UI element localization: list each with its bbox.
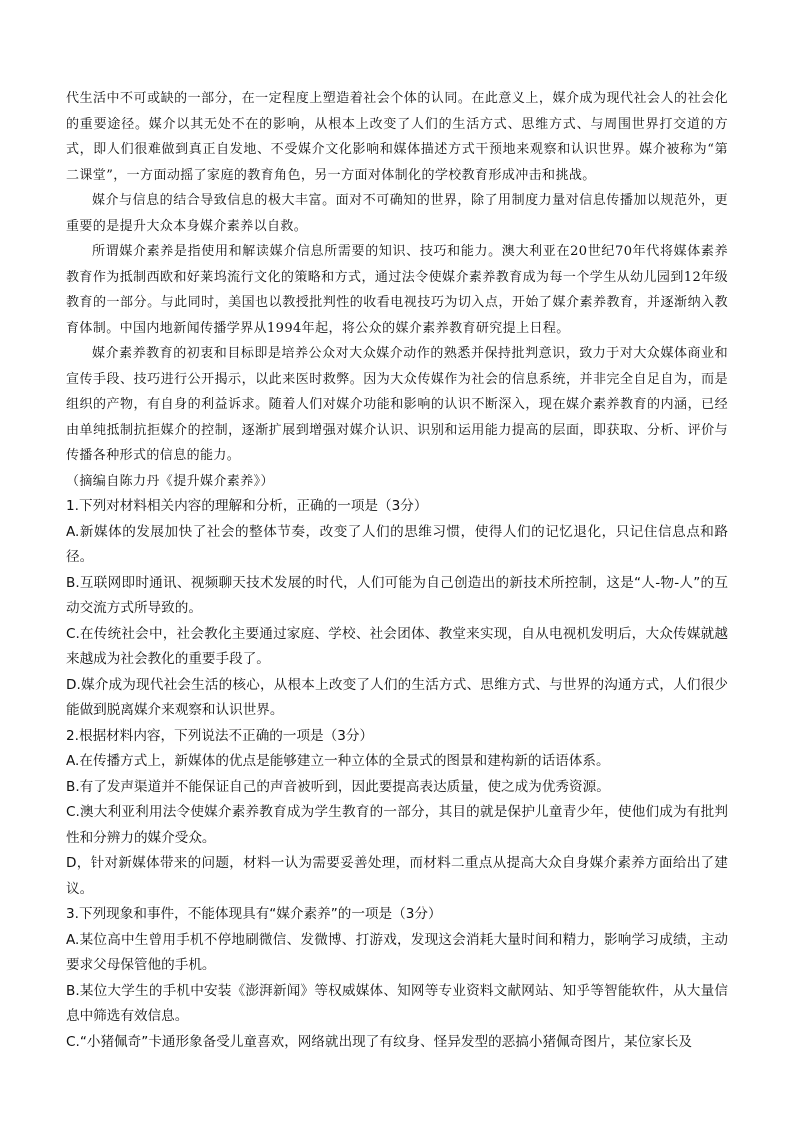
question-1: [66, 494, 728, 724]
question-3: [66, 902, 728, 1055]
question-option-a: A.在传播方式上，新媒体的优点是能够建立一种立体的全景式的图景和建构新的话语体系。: [66, 753, 610, 769]
passage-source: （摘编自陈力丹《提升媒介素养》）: [66, 473, 274, 489]
passage-paragraph: 媒介与信息的结合导致信息的极大丰富。面对不可确知的世界，除了用制度力量对信息传播加以规范外，更重要的是提升大众本身媒介素养以自救。: [66, 193, 728, 234]
question-option-b: B.互联网即时通讯、视频聊天技术发展的时代，人们可能为自己创造出的新技术所控制，这是“人-物-人”的互动交流方式所导致的。: [66, 574, 728, 616]
question-option-a: A.某位高中生曾用手机不停地刷微信、发微博、打游戏，发现这会消耗大量时间和精力，影响学习成绩，主动要求父母保管他的手机。: [66, 931, 728, 973]
question-option-b: B.某位大学生的手机中安装《澎湃新闻》等权威媒体、知网等专业资料文献网站、知乎等智能软件，从大量信息中筛选有效信息。: [66, 982, 728, 1024]
question-option-d: D.媒介成为现代社会生活的核心，从根本上改变了人们的生活方式、思维方式、与世界的沟通方式，人们很少能做到脱离媒介来观察和认识世界。: [66, 676, 728, 718]
reading-passage: [66, 86, 728, 494]
question-stem: 3.下列现象和事件，不能体现具有“媒介素养”的一项是（3分）: [66, 906, 442, 922]
question-list: [66, 494, 728, 1055]
question-option-c: C.在传统社会中，社会教化主要通过家庭、学校、社会团体、教堂来实现，自从电视机发明后，大众传媒就越来越成为社会教化的重要手段了。: [66, 625, 728, 667]
question-option-c: C.澳大利亚利用法令使媒介素养教育成为学生教育的一部分，其目的就是保护儿童青少年，使他们成为有批判性和分辨力的媒介受众。: [66, 804, 728, 846]
question-option-a: A.新媒体的发展加快了社会的整体节奏，改变了人们的思维习惯，使得人们的记忆退化，只记住信息点和路径。: [66, 523, 728, 565]
passage-paragraph: 代生活中不可或缺的一部分，在一定程度上塑造着社会个体的认同。在此意义上，媒介成为现代社会人的社会化的重要途径。媒介以其无处不在的影响，从根本上改变了人们的生活方式、思维方式、与周围世界打交道的方式，即人们很难做到真正自发地、不受媒介文化影响和媒体描述方式干预地来观察和认识世界。媒介被称为“第二课堂”，一方面动摇了家庭的教育角色，另一方面对体制化的学校教育形成冲击和挑战。: [66, 91, 728, 183]
question-option-c: C.“小猪佩奇”卡通形象备受儿童喜欢，网络就出现了有纹身、怪异发型的恶搞小猪佩奇图片，某位家长及: [66, 1033, 693, 1050]
question-option-b: B.有了发声渠道并不能保证自己的声音被听到，因此要提高表达质量，使之成为优秀资源。: [66, 778, 610, 795]
question-2: [66, 724, 728, 903]
passage-paragraph: 媒介素养教育的初衷和目标即是培养公众对大众媒介动作的熟悉并保持批判意识，致力于对大众媒体商业和宣传手段、技巧进行公开揭示，以此来医时救弊。因为大众传媒作为社会的信息系统，并非完全自足自为，而是组织的产物，有自身的利益诉求。随着人们对媒介功能和影响的认识不断深入，现在媒介素养教育的内涵，已经由单纯抵制抗拒媒介的控制，逐渐扩展到增强对媒介认识、识别和运用能力提高的层面，即获取、分析、评价与传播各种形式的信息的能力。: [66, 346, 728, 463]
question-option-d: D，针对新媒体带来的问题，材料一认为需要妥善处理，而材料二重点从提高大众自身媒介素养方面给出了建议。: [66, 855, 728, 897]
passage-paragraph: 所谓媒介素养是指使用和解读媒介信息所需要的知识、技巧和能力。澳大利亚在20世纪70年代将媒体素养教育作为抵制西欧和好莱坞流行文化的策略和方式，通过法令使媒介素养教育成为每一个学生从幼儿园到12年级教育的一部分。与此同时，美国也以教授批判性的收看电视技巧为切入点，开始了媒介素养教育，并逐渐纳入教育体制。中国内地新闻传播学界从1994年起，将公众的媒介素养教育研究提上日程。: [66, 244, 728, 336]
question-stem: 1.下列对材料相关内容的理解和分析，正确的一项是（3分）: [66, 498, 428, 514]
question-stem: 2.根据材料内容，下列说法不正确的一项是（3分）: [66, 727, 374, 744]
